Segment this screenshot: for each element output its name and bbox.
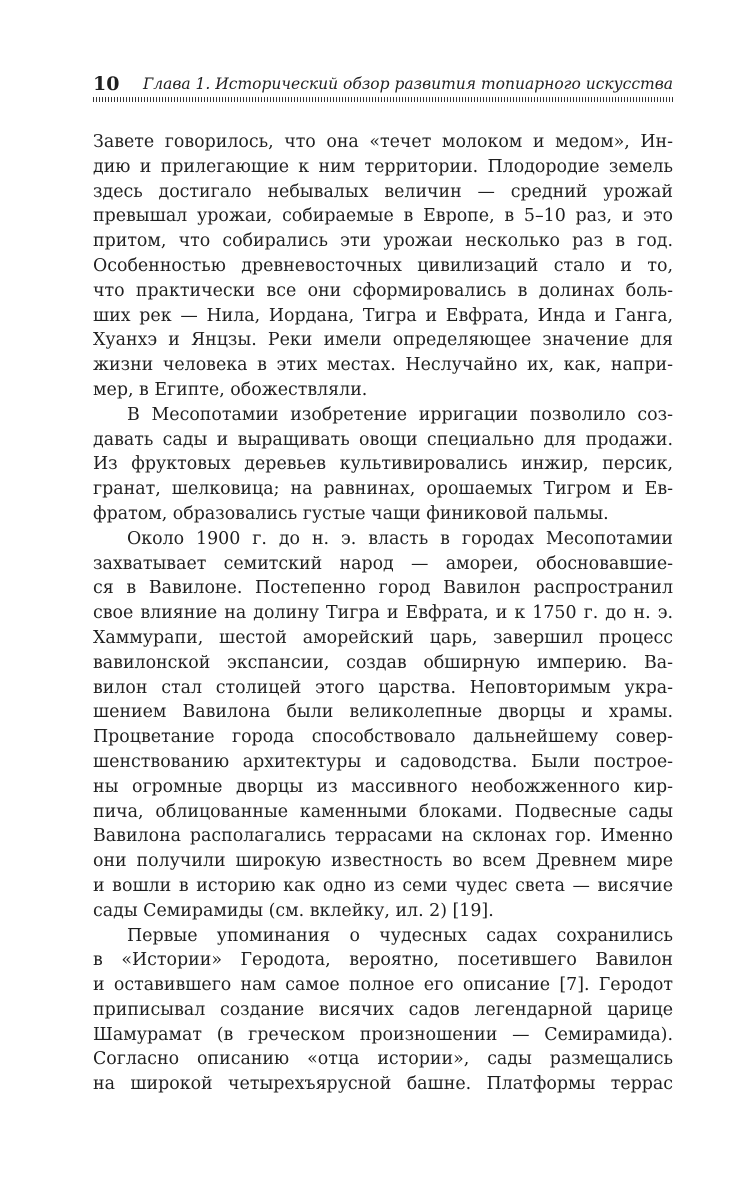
- text-line: Первые упоминания о чудесных садах сохранились: [127, 925, 673, 946]
- text-line: Вавилона располагались террасами на склонах гор. Именно: [93, 826, 673, 847]
- text-line: притом, что собирались эти урожаи несколько раз в год.: [93, 231, 673, 252]
- text-line: сады Семирамиды (см. вклейку, ил. 2) [19].: [93, 900, 494, 921]
- text-line: здесь достигало небывалых величин — средний урожай: [93, 181, 673, 202]
- text-line: Завете говорилось, что она «течет молоком и медом», Ин-: [93, 132, 673, 152]
- text-line: гранат, шелковица; на равнинах, орошаемых Тигром и Ев-: [93, 479, 673, 500]
- text-line: Согласно описанию «отца истории», сады размещались: [93, 1049, 673, 1070]
- page-number: 10: [93, 73, 120, 95]
- text-line: Около 1900 г. до н. э. власть в городах Месопотамии: [127, 528, 673, 549]
- text-line: и вошли в историю как одно из семи чудес света — висячие: [93, 875, 673, 896]
- running-title: Глава 1. Исторический обзор развития топиарного искусства: [143, 75, 673, 93]
- text-line: дию и прилегающие к ним территории. Плодородие земель: [93, 156, 673, 177]
- text-line: вавилонской экспансии, создав обширную империю. Ва-: [93, 652, 673, 673]
- text-line: ны огромные дворцы из массивного необожженного кир-: [93, 776, 673, 797]
- text-line: жизни человека в этих местах. Неслучайно их, как, напри-: [93, 355, 673, 376]
- text-line: Особенностью древневосточных цивилизаций стало и то,: [93, 255, 673, 276]
- header-rule: [93, 97, 673, 102]
- body-text: [93, 130, 673, 1097]
- text-line: пича, облицованные каменными блоками. Подвесные сады: [93, 801, 673, 822]
- text-line: что практически все они сформировались в долинах боль-: [93, 280, 673, 301]
- text-line: ших рек — Нила, Иордана, Тигра и Евфрата, Инда и Ганга,: [93, 305, 673, 326]
- text-line: они получили широкую известность во всем Древнем мире: [93, 851, 673, 872]
- text-line: шением Вавилона были великолепные дворцы и храмы.: [93, 702, 673, 723]
- text-line: Шамурамат (в греческом произношении — Семирамида).: [93, 1024, 673, 1045]
- text-line: мер, в Египте, обожествляли.: [93, 379, 368, 400]
- page-header: [93, 72, 673, 102]
- text-line: фратом, образовались густые чащи финиковой пальмы.: [93, 503, 609, 524]
- text-line: шенствованию архитектуры и садоводства. Были построе-: [93, 751, 673, 772]
- text-line: на широкой четырехъярусной башне. Платформы террас: [93, 1074, 673, 1095]
- text-line: в «Истории» Геродота, вероятно, посетившего Вавилон: [93, 950, 673, 971]
- text-line: вилон стал столицей этого царства. Неповторимым укра-: [93, 677, 673, 698]
- text-line: Хаммурапи, шестой аморейский царь, завершил процесс: [93, 627, 673, 648]
- text-line: Из фруктовых деревьев культивировались инжир, персик,: [93, 454, 673, 475]
- text-line: свое влияние на долину Тигра и Евфрата, и к 1750 г. до н. э.: [93, 603, 673, 624]
- text-line: Хуанхэ и Янцзы. Реки имели определяющее значение для: [93, 330, 673, 351]
- text-line: В Месопотамии изобретение ирригации позволило соз-: [127, 404, 673, 425]
- text-line: захватывает семитский народ — амореи, обосновавшие-: [93, 553, 673, 574]
- text-line: давать сады и выращивать овощи специально для продажи.: [93, 429, 673, 450]
- text-line: ся в Вавилоне. Постепенно город Вавилон распространил: [93, 578, 673, 599]
- text-line: Процветание города способствовало дальнейшему совер-: [93, 727, 673, 748]
- text-line: приписывал создание висячих садов легендарной царице: [93, 999, 673, 1020]
- text-line: и оставившего нам самое полное его описание [7]. Геродот: [93, 975, 673, 996]
- text-line: превышал урожаи, собираемые в Европе, в 5–10 раз, и это: [93, 206, 673, 227]
